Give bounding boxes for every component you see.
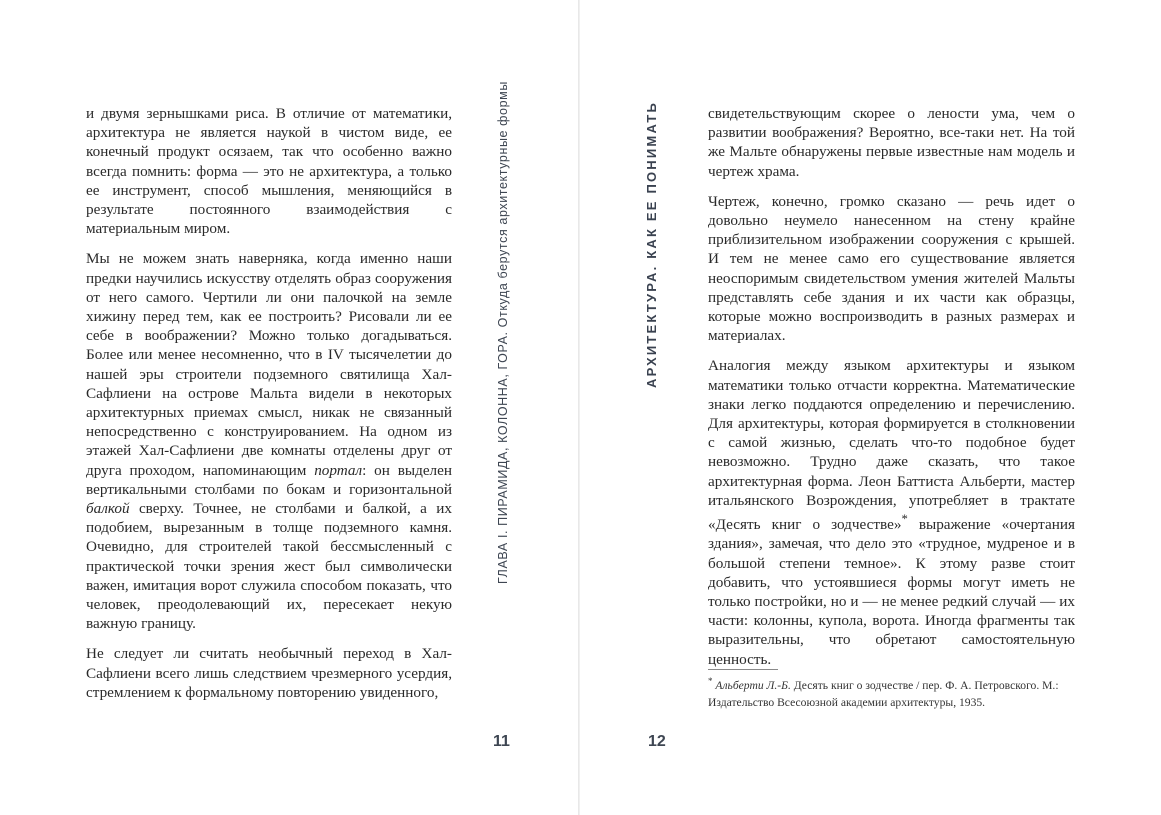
left-running-head: ГЛАВА I. ПИРАМИДА, КОЛОННА, ГОРА. Откуда берутся архитектурные формы [496, 81, 510, 584]
italic-term-portal: портал [314, 461, 363, 479]
footnote-mark: * [708, 676, 713, 686]
right-page-number: 12 [648, 733, 666, 750]
footnote-divider [708, 669, 778, 670]
left-paragraph-1: и двумя зернышками риса. В отличие от математики, архитектура не является наукой в чистом виде, ее конечный продукт осязаем, так что особенно важно всегда помнить: форма — это не архитектура, а только ее инструмент, способ мышления, меняющийся в результате постоянного взаимодействия с материальным миром. [86, 105, 452, 238]
right-running-head: АРХИТЕКТУРА. КАК ЕЕ ПОНИМАТЬ [644, 100, 659, 388]
left-page-number: 11 [493, 733, 510, 750]
footnote-reference: * [901, 512, 908, 527]
left-paragraph-3: Не следует ли считать необычный переход в Хал-Сафлиени всего лишь следствием чрезмерного усердия, стремлением к формальному повторению увиденного, [86, 645, 452, 701]
footnote-text: Десять книг о зодчестве / пер. Ф. А. Петровского. М.: Издательство Всесоюзной академии архитектуры, 1935. [708, 678, 1059, 709]
left-body-text [86, 104, 452, 713]
right-paragraph-3: Аналогия между языком архитектуры и языком математики только отчасти корректна. Математические знаки легко поддаются определению и перечислению. Для архитектуры, которая формируется в столкновении с самой жизнью, сделать что-то подобное будет невозможно. Трудно даже сказать, что такое архитектурная форма. Леон Баттиста Альберти, мастер итальянского Возрождения, употребляет в трактате «Десять книг о зодчестве»* выражение «очертания здания», замечая, что дело это «трудное, мудреное и в большой степени темное». К этому разве стоит добавить, что устоявшиеся формы могут иметь не только постройки, но и — не менее редкий случай — их части: колонны, купола, ворота. Иногда фрагменты так выразительны, что обретают самостоятельную ценность. [708, 357, 1075, 668]
right-page [580, 0, 1161, 815]
footnote [708, 673, 1078, 711]
left-page [0, 0, 578, 815]
right-body-text [708, 104, 1075, 680]
left-paragraph-2: Мы не можем знать наверняка, когда именно наши предки научились искусству отделять образ сооружения от него самого. Чертили ли они палочкой на земле хижину перед тем, как ее построить? Рисовали ли ее себе в воображении? Можно только догадываться. Более или менее несомненно, что в IV тысячелетии до нашей эры строители подземного святилища Хал-Сафлиени на острове Мальта видели в некоторых архитектурных приемах смысл, никак не связанный непосредственно с конструированием. На одном из этажей Хал-Сафлиени две комнаты отделены друг от друга проходом, напоминающим портал: он выделен вертикальными столбами по бокам и горизонтальной балкой сверху. Точнее, не столбами и балкой, а их подобием, вырезанным в толще подземного камня. Очевидно, для строителей такой бессмысленный с практической точки зрения жест был символически важен, имитация ворот служила способом показать, что человек, преодолевающий их, пересекает некую важную границу. [86, 250, 453, 633]
right-paragraph-1: свидетельствующим скорее о лености ума, чем о развитии воображения? Вероятно, все-таки нет. На той же Мальте обнаружены первые известные нам модель и чертеж храма. [708, 105, 1075, 180]
footnote-author: Альберти Л.-Б. [715, 678, 791, 692]
italic-term-beam: балкой [86, 500, 130, 518]
right-paragraph-2: Чертеж, конечно, громко сказано — речь идет о довольно неумело нанесенном на стену крайне приблизительном изображении сооружения с крышей. И тем не менее само его существование является неоспоримым свидетельством умения жителей Мальты представлять себе здания и их части как образцы, которые можно воспроизводить в разных размерах и материалах. [708, 192, 1075, 345]
